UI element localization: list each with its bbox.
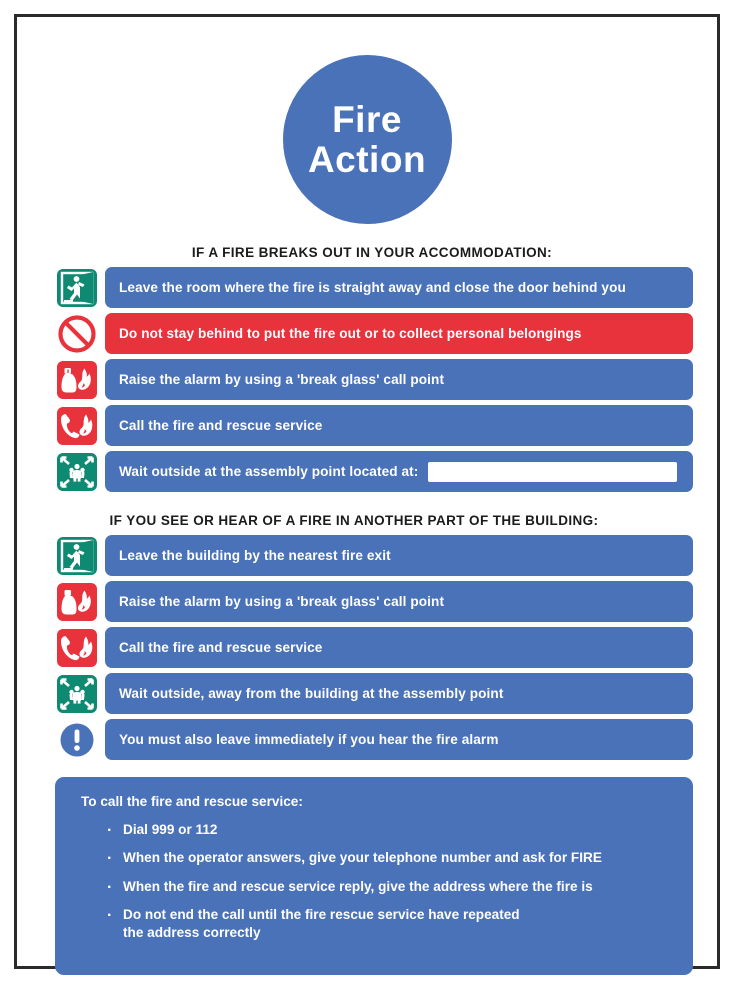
list-item (107, 849, 671, 867)
instruction-row (55, 719, 693, 760)
instruction-bar (105, 359, 693, 400)
instruction-text: Wait outside at the assembly point located at: (119, 464, 419, 479)
instruction-text: Wait outside, away from the building at the assembly point (119, 686, 504, 701)
instruction-bar (105, 535, 693, 576)
assembly-point-icon (55, 673, 99, 714)
instruction-text: Leave the building by the nearest fire exit (119, 548, 391, 563)
fire-exit-running-man-icon (55, 267, 99, 308)
list-item (107, 821, 671, 839)
instruction-row (55, 451, 693, 492)
prohibition-icon (55, 313, 99, 354)
instruction-bar (105, 451, 693, 492)
fire-telephone-icon (55, 627, 99, 668)
assembly-point-icon (55, 451, 99, 492)
warning-exclamation-icon (55, 719, 99, 760)
sign-page-frame (14, 14, 720, 969)
instruction-row (55, 405, 693, 446)
section-1-heading: IF A FIRE BREAKS OUT IN YOUR ACCOMMODATION: (191, 245, 553, 260)
instruction-row (55, 313, 693, 354)
instruction-row (55, 627, 693, 668)
instruction-text: Call the fire and rescue service (119, 418, 323, 433)
call-instructions-panel (55, 777, 693, 975)
instruction-text: Do not stay behind to put the fire out or to collect personal belongings (119, 326, 582, 341)
instruction-bar (105, 627, 693, 668)
instruction-bar (105, 313, 693, 354)
instruction-bar (105, 405, 693, 446)
fire-action-sign (17, 17, 717, 966)
instruction-text: Raise the alarm by using a 'break glass' call point (119, 372, 445, 387)
instruction-bar (105, 673, 693, 714)
instruction-row (55, 673, 693, 714)
list-item (107, 878, 671, 896)
instruction-text: Leave the room where the fire is straight away and close the door behind you (119, 280, 626, 295)
title-line-1: Fire (332, 99, 402, 141)
list-item-text: When the fire and rescue service reply, give the address where the fire is (123, 878, 593, 894)
break-glass-call-point-icon (55, 581, 99, 622)
instruction-row (55, 581, 693, 622)
instruction-bar (105, 267, 693, 308)
instruction-text: Raise the alarm by using a 'break glass' call point (119, 594, 445, 609)
title-line-2: Action (307, 138, 427, 180)
section-2-heading: IF YOU SEE OR HEAR OF A FIRE IN ANOTHER PART OF THE BUILDING: (109, 513, 599, 528)
list-item-continuation: the address correctly (123, 925, 261, 941)
instruction-bar (105, 581, 693, 622)
list-item-text: When the operator answers, give your telephone number and ask for FIRE (123, 850, 602, 866)
break-glass-call-point-icon (55, 359, 99, 400)
instruction-row (55, 535, 693, 576)
instruction-row (55, 267, 693, 308)
instruction-row (55, 359, 693, 400)
fire-exit-running-man-icon (55, 535, 99, 576)
assembly-point-write-in-field[interactable] (428, 462, 677, 482)
fire-action-title-badge (283, 55, 452, 224)
call-instructions-list (81, 821, 671, 943)
list-item-text: Do not end the call until the fire rescue service have repeated (123, 907, 520, 923)
list-item-text: Dial 999 or 112 (123, 822, 218, 837)
call-instructions-title: To call the fire and rescue service: (81, 794, 303, 809)
title-badge-wrap (17, 55, 717, 224)
instruction-text: You must also leave immediately if you hear the fire alarm (119, 732, 499, 747)
fire-telephone-icon (55, 405, 99, 446)
list-item (107, 906, 671, 943)
instruction-text: Call the fire and rescue service (119, 640, 323, 655)
instruction-bar (105, 719, 693, 760)
sign-content (55, 245, 693, 975)
